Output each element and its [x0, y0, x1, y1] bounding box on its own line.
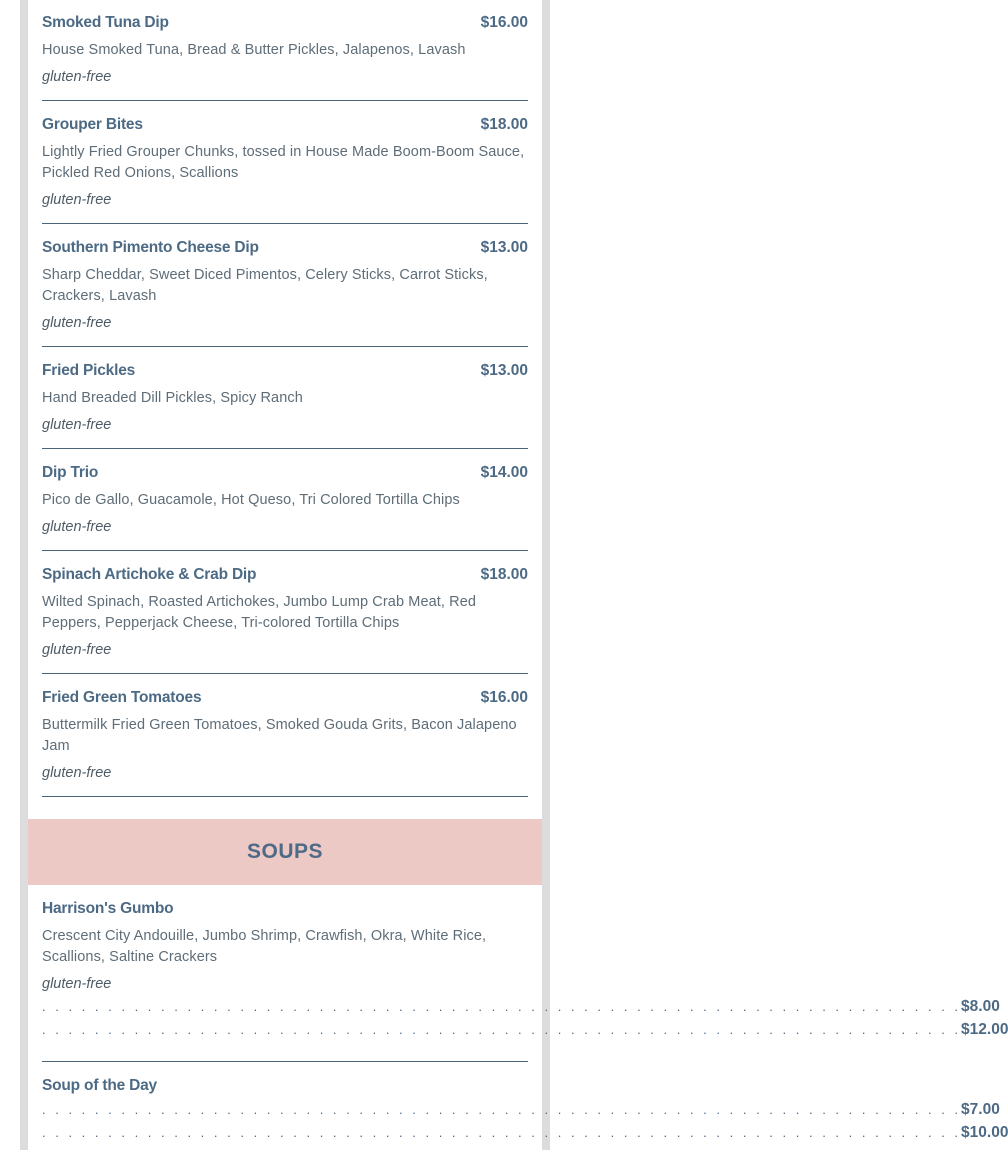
menu-item	[42, 14, 528, 101]
dietary-tag: gluten-free	[42, 765, 112, 781]
item-description: Hand Breaded Dill Pickles, Spicy Ranch	[42, 390, 303, 406]
dietary-tag: gluten-free	[42, 642, 112, 658]
leader-dots: . . . . . . . . . . . . . . . . . . . . . . . . . . . . . . . . . . . . . . . . . . . . . . . . . . . . . . . . . . . . . . . . . . . . . .	[42, 1125, 962, 1140]
item-name: Dip Trio	[42, 464, 99, 481]
item-description: Wilted Spinach, Roasted Artichokes, Jumbo Lump Crab Meat, Red Peppers, Pepperjack Cheese, Tri-colored Tortilla Chips	[42, 594, 477, 631]
item-price: $14.00	[480, 464, 528, 481]
item-name: Fried Pickles	[42, 362, 136, 379]
appetizers-list	[42, 14, 528, 797]
item-price: $10.00	[961, 1124, 1008, 1141]
dietary-tag: gluten-free	[42, 192, 112, 208]
dietary-tag: gluten-free	[42, 976, 112, 992]
leader-dots: . . . . . . . . . . . . . . . . . . . . . . . . . . . . . . . . . . . . . . . . . . . . . . . . . . . . . . . . . . . . . . . . . . . . . .	[42, 1022, 962, 1037]
menu-item	[42, 566, 528, 674]
item-price: $13.00	[480, 239, 528, 256]
leader-dots: . . . . . . . . . . . . . . . . . . . . . . . . . . . . . . . . . . . . . . . . . . . . . . . . . . . . . . . . . . . . . . . . . . . . . .	[42, 1102, 962, 1117]
item-name: Southern Pimento Cheese Dip	[42, 239, 259, 256]
item-price: $7.00	[961, 1101, 1000, 1118]
soups-section-header	[28, 819, 542, 885]
item-description: Lightly Fried Grouper Chunks, tossed in House Made Boom-Boom Sauce, Pickled Red Onions, Scallions	[42, 144, 525, 181]
item-price: $18.00	[480, 566, 528, 583]
menu-item	[42, 239, 528, 347]
price-row	[42, 1101, 1000, 1124]
price-row	[42, 1124, 1008, 1147]
item-description: Crescent City Andouille, Jumbo Shrimp, Crawfish, Okra, White Rice, Scallions, Saltine Crackers	[42, 928, 487, 965]
dietary-tag: gluten-free	[42, 417, 112, 433]
item-price: $12.00	[961, 1021, 1008, 1038]
item-description: Sharp Cheddar, Sweet Diced Pimentos, Celery Sticks, Carrot Sticks, Crackers, Lavash	[42, 267, 488, 304]
price-row	[42, 998, 1000, 1021]
item-price: $8.00	[961, 998, 1000, 1015]
item-description: Buttermilk Fried Green Tomatoes, Smoked Gouda Grits, Bacon Jalapeno Jam	[42, 717, 517, 754]
soups-list	[42, 900, 1008, 1147]
item-price: $16.00	[480, 689, 528, 706]
menu-item	[42, 1077, 1008, 1147]
menu-item	[42, 900, 1008, 1062]
dietary-tag: gluten-free	[42, 315, 112, 331]
section-title: SOUPS	[246, 840, 324, 863]
menu-item	[42, 464, 528, 551]
item-name: Harrison's Gumbo	[42, 900, 174, 917]
item-name: Spinach Artichoke & Crab Dip	[42, 566, 257, 583]
dietary-tag: gluten-free	[42, 69, 112, 85]
menu-item	[42, 116, 528, 224]
item-price: $18.00	[480, 116, 528, 133]
item-name: Fried Green Tomatoes	[42, 689, 202, 706]
menu-item	[42, 689, 528, 797]
leader-dots: . . . . . . . . . . . . . . . . . . . . . . . . . . . . . . . . . . . . . . . . . . . . . . . . . . . . . . . . . . . . . . . . . . . . . .	[42, 999, 962, 1014]
item-name: Grouper Bites	[42, 116, 143, 133]
item-description: House Smoked Tuna, Bread & Butter Pickles, Jalapenos, Lavash	[42, 42, 466, 58]
price-row	[42, 1021, 1008, 1044]
item-price: $16.00	[480, 14, 528, 31]
item-price: $13.00	[480, 362, 528, 379]
dietary-tag: gluten-free	[42, 519, 112, 535]
item-description: Pico de Gallo, Guacamole, Hot Queso, Tri Colored Tortilla Chips	[42, 492, 460, 508]
item-name: Soup of the Day	[42, 1077, 157, 1094]
menu-item	[42, 362, 528, 449]
item-name: Smoked Tuna Dip	[42, 14, 169, 31]
